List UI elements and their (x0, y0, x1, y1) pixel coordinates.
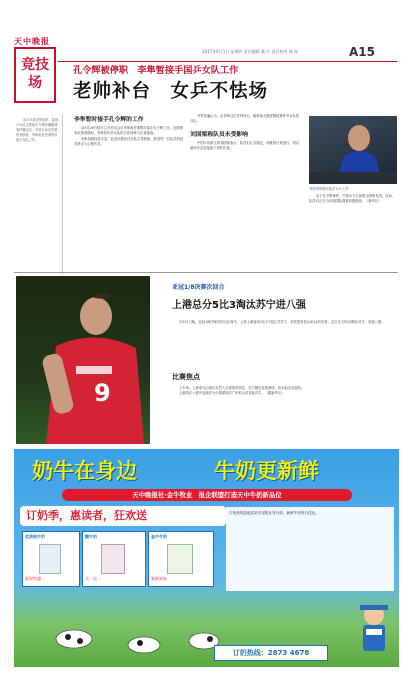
match-text-wrap (172, 320, 398, 325)
right-text: 外界普遍认为，由李隼这位老帅补台，能够最大限度降低事件对女队的冲击。 (190, 114, 300, 124)
section-label-line1: 竞技 (21, 58, 49, 73)
match-text: 5月31日晚，亚冠1/8决赛次回合比赛中，上海上港客场1比2不敌江苏苏宁，但凭借首回合4比1的优势，以总比分5比3淘汰对手，晋级八强。 (179, 320, 385, 324)
ad-product2-name: 酸牛奶 (85, 534, 97, 539)
section-divider (14, 272, 398, 273)
left-note (16, 118, 59, 143)
match-headline: 上港总分5比3淘汰苏宁进八强 (172, 300, 306, 311)
football-photo-art (16, 276, 150, 444)
ad-hotline: 订奶热线：2873 4678 (214, 645, 328, 661)
yogurt-cup-icon (101, 544, 125, 574)
top-story-headline: 老帅补台 女乒不怯场 (73, 81, 269, 102)
column-divider (62, 114, 63, 274)
sec2-title: 刘国梁称队员未受影响 (190, 131, 248, 138)
ad-info (226, 507, 394, 591)
match-subhead: 比赛焦点 (172, 373, 200, 381)
ad-product1 (22, 531, 80, 587)
ad-product2 (82, 531, 146, 587)
ad-product3-price: 新鲜到家 (151, 576, 167, 581)
ad-product1-name: 优质纯牛奶 (25, 534, 45, 539)
sec1-text2: 李隼执教经验丰富，此前长期担任女队主管教练，熟悉每一位队员的技术特点与心理状态。 (74, 136, 184, 146)
ad-cows-scene (14, 599, 399, 667)
coach-photo-text-wrap (309, 194, 397, 205)
coach-photo-art (309, 116, 397, 184)
left-note-text: 前乒乓球世界冠军、原国乒女队主教练孔令辉涉嫌赌博事件曝光后，中国乒协宣布暂停其职务，李隼临危受命暂时接手女队工作。 (16, 118, 59, 143)
section-label (14, 47, 56, 103)
coach-photo (309, 116, 397, 184)
ad-info-text: 订奶热线及配送站详见报社发行部，新鲜牛奶每日送达。 (229, 511, 319, 515)
top-story-kicker: 孔令辉被停职 李隼暂接手国乒女队工作 (73, 65, 239, 76)
top-story-col2 (190, 114, 300, 151)
sec2-text: 中国乒协副主席刘国梁表示，队员们心态稳定，训练按计划进行，将以最好状态迎接接下来的比赛。 (190, 140, 300, 150)
ad-product1-price: 限时特惠 (25, 576, 41, 581)
match-kicker: 亚冠1/8决赛次回合 (172, 284, 225, 291)
ad-product3 (148, 531, 214, 587)
milk-ad (14, 449, 399, 667)
match-text2: 上半场，上港率先由胡尔克罚入点球取得领先，苏宁随后连扳两球，但未能完成逆转。 (179, 386, 305, 390)
farmer-mascot-icon (354, 599, 394, 659)
football-photo (16, 276, 150, 444)
milk-carton-icon (39, 544, 61, 574)
ad-red-banner: 天中晚报社·金牛牧业 报企联盟打造天中牛奶新品位 (62, 489, 352, 501)
top-story-col1 (74, 114, 186, 147)
coach-photo-caption: 老帅李隼暂时接手女乒工作 (309, 187, 349, 191)
sec1-text: 从5月29日国乒召开总结会后李隼被任命暂时接手孔令辉工作。近期国家队集训期间，李隼将负责女队的日常训练与比赛备战。 (74, 126, 183, 136)
sec1-title: 李隼暂时接手孔令辉的工作 (74, 117, 144, 123)
svg-text:9: 9 (94, 379, 111, 407)
ad-promo: 订奶季，惠读者，狂欢送 (20, 506, 226, 526)
ad-product2-price: 买一送一 (85, 576, 101, 581)
ad-slogan2: 牛奶更新鲜 (214, 459, 319, 483)
ad-product3-name: 金牛牛奶 (151, 534, 167, 539)
page-number: A15 (349, 45, 375, 59)
match-text2-wrap (172, 386, 398, 397)
ad-slogan1: 奶牛在身边 (32, 459, 137, 483)
milk-bottle-icon (167, 544, 193, 574)
coach-photo-text: 由于孔令辉事件，中国女乒日前暂由李隼负责。目前，队员们正在为后续国际赛事积极备战。（新华社） (309, 194, 396, 204)
match-text3: 上港将在八强中迎战同为中超球队的广州恒大或其他对手。（据新华社） (179, 391, 285, 396)
page-meta: 2017年6月1日 星期四 责任编辑 戴 红 责任校对 杨 杨 (202, 49, 299, 54)
section-label-line2: 场 (28, 76, 42, 91)
masthead-logo: 天中晚报 (14, 37, 50, 46)
